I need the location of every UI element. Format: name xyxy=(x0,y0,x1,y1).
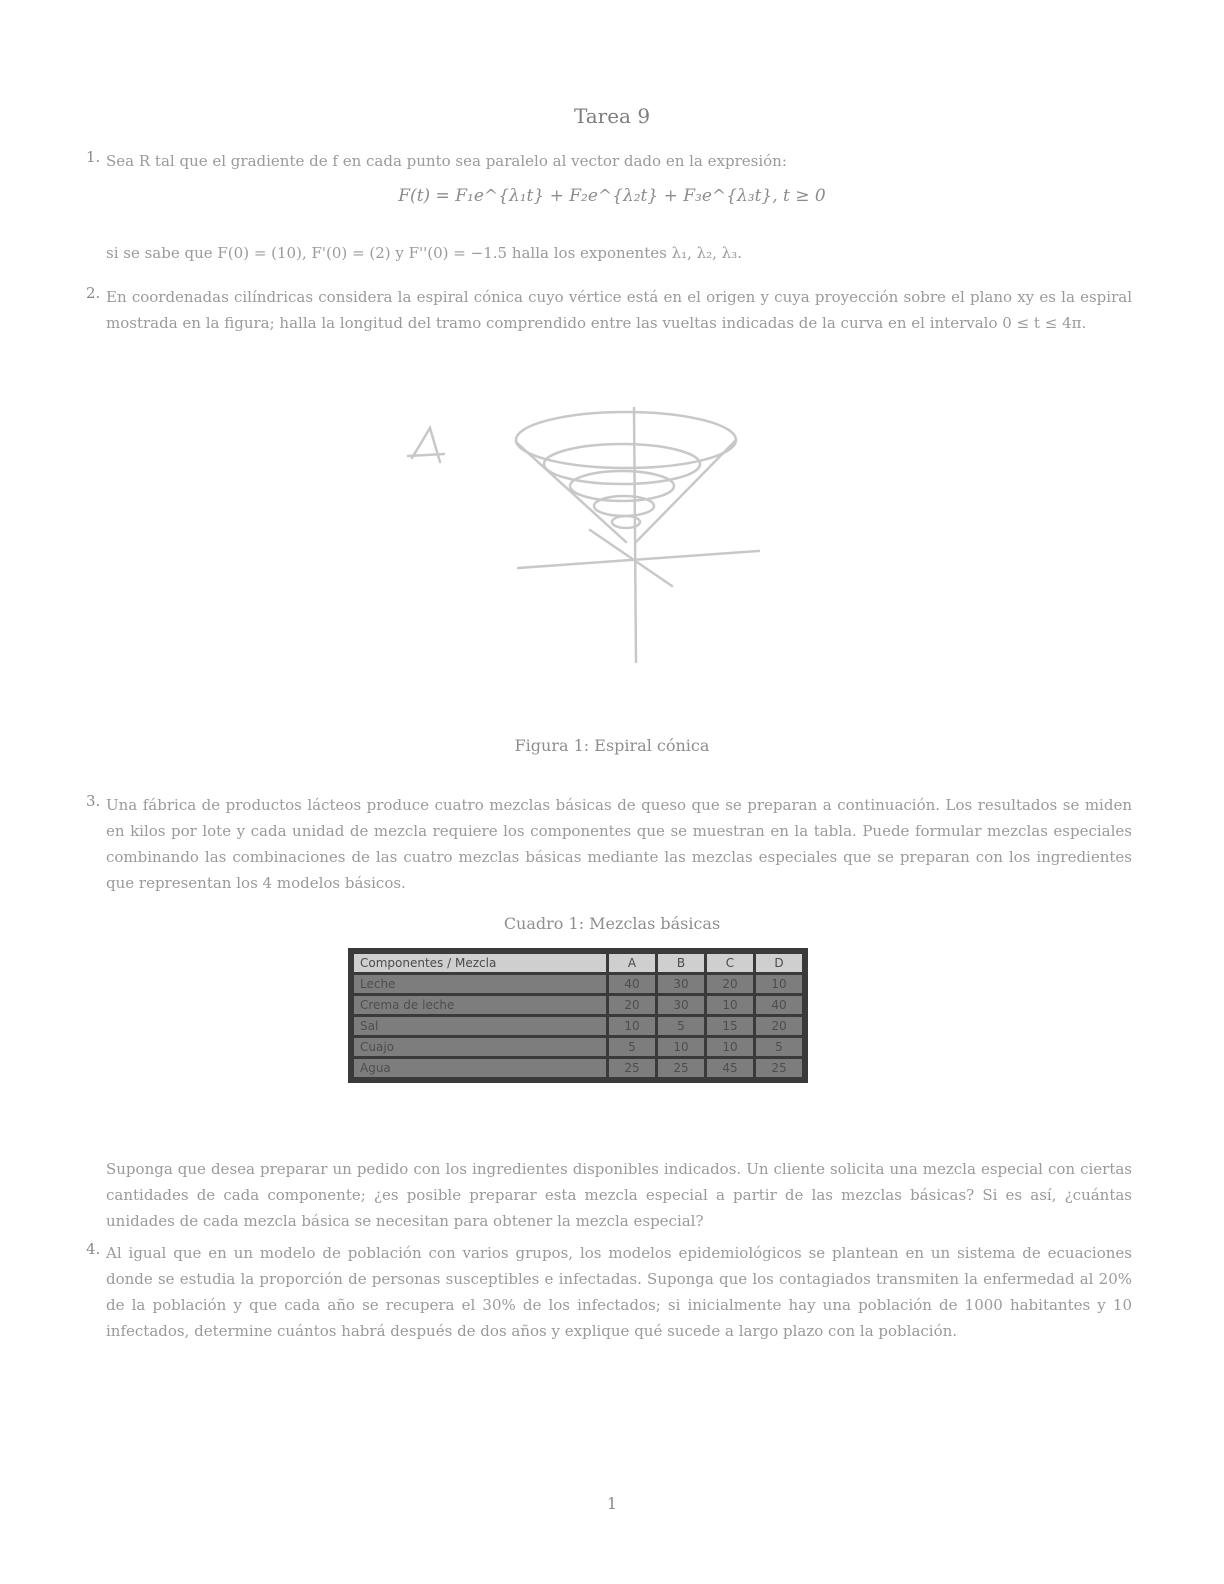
table-row xyxy=(351,1037,805,1058)
table-cell: 10 xyxy=(657,1037,706,1058)
table-cell: 40 xyxy=(755,995,806,1016)
table-cell: 20 xyxy=(608,995,657,1016)
table-row-label: Agua xyxy=(351,1058,608,1081)
table-cell: 20 xyxy=(755,1016,806,1037)
table-cell: 10 xyxy=(706,995,755,1016)
table-row-label: Crema de leche xyxy=(351,995,608,1016)
table-header-row xyxy=(351,951,805,974)
page-number: 1 xyxy=(606,1494,618,1513)
table-cell: 10 xyxy=(608,1016,657,1037)
table-cell: 25 xyxy=(657,1058,706,1081)
table-row-label: Cuajo xyxy=(351,1037,608,1058)
problem-2-text: En coordenadas cilíndricas considera la espiral cónica cuyo vértice está en el origen y cuya proyección sobre el plano xy es la espiral mostrada en la figura; halla la longitud del tramo comprendido entre las vueltas indicadas de la curva en el intervalo 0 ≤ t ≤ 4π. xyxy=(106,288,1132,332)
problem-1-text-after: si se sabe que F(0) = (10), F'(0) = (2) y F''(0) = −1.5 halla los exponentes λ₁, λ₂, λ₃. xyxy=(106,244,742,262)
table-row xyxy=(351,974,805,995)
table-cell: 5 xyxy=(657,1016,706,1037)
table-cell: 5 xyxy=(608,1037,657,1058)
table-cell: 30 xyxy=(657,995,706,1016)
table-row-label: Leche xyxy=(351,974,608,995)
table-header-cell: D xyxy=(755,951,806,974)
problem-2-number: 2. xyxy=(86,284,101,302)
page-title: Tarea 9 xyxy=(573,104,651,128)
mixtures-table xyxy=(348,948,808,1083)
table-cell: 45 xyxy=(706,1058,755,1081)
problem-3-text: Una fábrica de productos lácteos produce cuatro mezclas básicas de queso que se preparan a continuación. Los resultados se miden en kilos por lote y cada unidad de mezcla requiere los componentes que se muestran en la tabla. Puede formular mezclas especiales combinando las combinaciones de las cuatro mezclas básicas mediante las mezclas especiales que se preparan con los ingredientes que representan los 4 modelos básicos. xyxy=(106,796,1132,892)
problem-4-text: Al igual que en un modelo de población con varios grupos, los modelos epidemiológicos se plantean en un sistema de ecuaciones donde se estudia la proporción de personas susceptibles e infectadas. Suponga que los contagiados transmiten la enfermedad al 20% de la población y que cada año se recupera el 30% de los infectados; si inicialmente hay una población de 1000 habitantes y 10 infectados, determine cuántos habrá después de dos años y explique qué sucede a largo plazo con la población. xyxy=(106,1244,1132,1340)
table-cell: 10 xyxy=(706,1037,755,1058)
problem-4-number: 4. xyxy=(86,1240,101,1258)
table-cell: 5 xyxy=(755,1037,806,1058)
table-cell: 15 xyxy=(706,1016,755,1037)
table-row xyxy=(351,1016,805,1037)
table-header-cell: Componentes / Mezcla xyxy=(351,951,608,974)
table-cell: 10 xyxy=(755,974,806,995)
table-header-cell: C xyxy=(706,951,755,974)
table-header-cell: B xyxy=(657,951,706,974)
table-caption: Cuadro 1: Mezclas básicas xyxy=(503,914,721,933)
table-cell: 25 xyxy=(755,1058,806,1081)
table-row xyxy=(351,1058,805,1081)
problem-1-number: 1. xyxy=(86,148,101,166)
table-cell: 25 xyxy=(608,1058,657,1081)
problem-1-equation: F(t) = F₁e^{λ₁t} + F₂e^{λ₂t} + F₃e^{λ₃t}, t ≥ 0 xyxy=(398,186,826,206)
table-cell: 20 xyxy=(706,974,755,995)
figure-caption: Figura 1: Espiral cónica xyxy=(514,736,710,755)
conic-spiral-figure xyxy=(400,400,760,670)
table-cell: 40 xyxy=(608,974,657,995)
table-cell: 30 xyxy=(657,974,706,995)
problem-3-number: 3. xyxy=(86,792,101,810)
after-table-text: Suponga que desea preparar un pedido con los ingredientes disponibles indicados. Un cliente solicita una mezcla especial con ciertas cantidades de cada componente; ¿es posible preparar esta mezcla especial a partir de las mezclas básicas? Si es así, ¿cuántas unidades de cada mezcla básica se necesitan para obtener la mezcla especial? xyxy=(106,1160,1132,1230)
table-row-label: Sal xyxy=(351,1016,608,1037)
table-row xyxy=(351,995,805,1016)
problem-1-text: Sea R tal que el gradiente de f en cada punto sea paralelo al vector dado en la expresión: xyxy=(106,152,787,170)
table-header-cell: A xyxy=(608,951,657,974)
